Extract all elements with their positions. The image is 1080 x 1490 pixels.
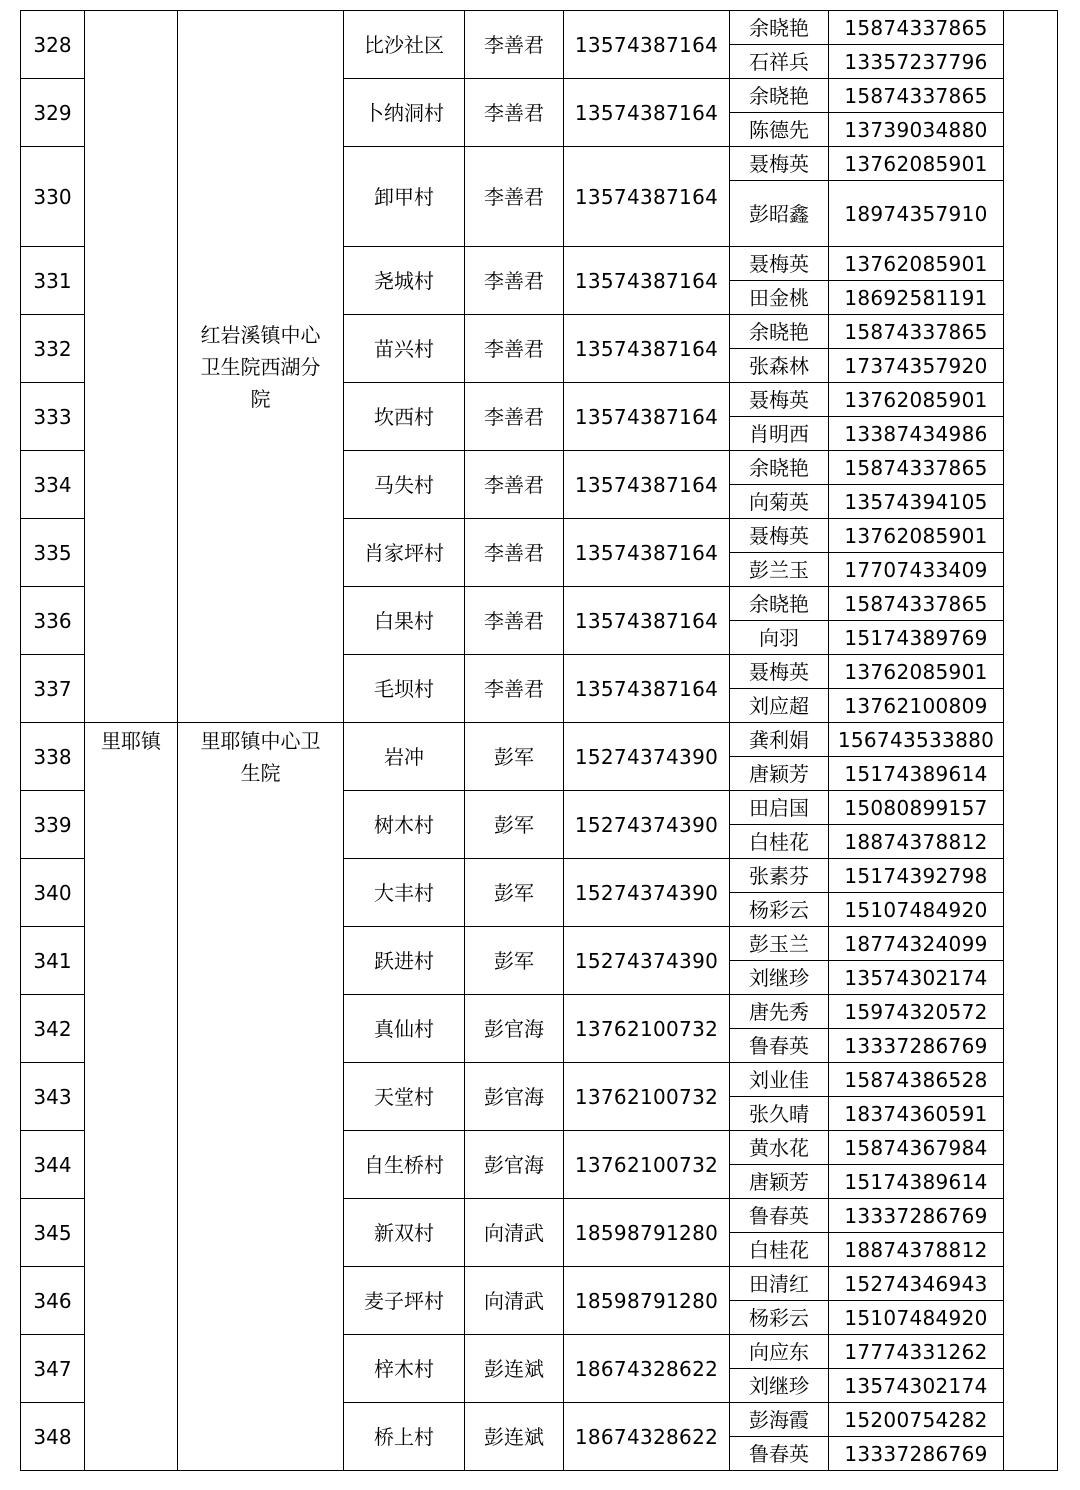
contact-name-cell: 聂梅英: [730, 383, 829, 417]
contact-phone-cell: 13574302174: [829, 961, 1004, 995]
row-number: 328: [21, 11, 85, 79]
doctor-cell: 向清武: [465, 1267, 564, 1335]
contact-phone-cell: 156743533880: [829, 723, 1004, 757]
doctor-phone-cell: 18598791280: [564, 1199, 730, 1267]
contact-phone-cell: 15874337865: [829, 11, 1004, 45]
village-cell: 尧城村: [344, 247, 465, 315]
doctor-phone-cell: 15274374390: [564, 859, 730, 927]
contact-phone-cell: 13762085901: [829, 383, 1004, 417]
doctor-cell: 李善君: [465, 147, 564, 247]
village-cell: 坎西村: [344, 383, 465, 451]
contact-name-cell: 黄水花: [730, 1131, 829, 1165]
village-cell: 岩冲: [344, 723, 465, 791]
contact-phone-cell: 13337286769: [829, 1199, 1004, 1233]
doctor-cell: 彭军: [465, 791, 564, 859]
contact-name-cell: 余晓艳: [730, 451, 829, 485]
row-number: 332: [21, 315, 85, 383]
doctor-cell: 李善君: [465, 247, 564, 315]
village-cell: 苗兴村: [344, 315, 465, 383]
row-number: 347: [21, 1335, 85, 1403]
contact-phone-cell: 13574302174: [829, 1369, 1004, 1403]
contact-name-cell: 余晓艳: [730, 315, 829, 349]
contact-phone-cell: 18692581191: [829, 281, 1004, 315]
contact-phone-cell: 13762085901: [829, 519, 1004, 553]
contact-phone-cell: 15874337865: [829, 79, 1004, 113]
table-row: [21, 723, 1058, 757]
contact-name-cell: 杨彩云: [730, 1301, 829, 1335]
village-cell: 麦子坪村: [344, 1267, 465, 1335]
contact-name-cell: 聂梅英: [730, 247, 829, 281]
doctor-phone-cell: 18674328622: [564, 1335, 730, 1403]
contact-phone-cell: 15080899157: [829, 791, 1004, 825]
contact-name-cell: 刘业佳: [730, 1063, 829, 1097]
contact-name-cell: 张久晴: [730, 1097, 829, 1131]
village-cell: 真仙村: [344, 995, 465, 1063]
doctor-cell: 彭军: [465, 927, 564, 995]
row-number: 339: [21, 791, 85, 859]
doctor-cell: 李善君: [465, 587, 564, 655]
contact-name-cell: 刘继珍: [730, 1369, 829, 1403]
contact-table: [20, 10, 1058, 1471]
village-cell: 马失村: [344, 451, 465, 519]
doctor-cell: 李善君: [465, 79, 564, 147]
contact-phone-cell: 13762085901: [829, 247, 1004, 281]
contact-phone-cell: 18874378812: [829, 1233, 1004, 1267]
village-cell: 肖家坪村: [344, 519, 465, 587]
contact-name-cell: 白桂花: [730, 1233, 829, 1267]
contact-name-cell: 向菊英: [730, 485, 829, 519]
doctor-phone-cell: 13574387164: [564, 587, 730, 655]
row-number: 340: [21, 859, 85, 927]
contact-phone-cell: 15200754282: [829, 1403, 1004, 1437]
table-body: [21, 11, 1058, 1471]
doctor-cell: 彭连斌: [465, 1403, 564, 1471]
doctor-cell: 李善君: [465, 11, 564, 79]
contact-phone-cell: 18774324099: [829, 927, 1004, 961]
doctor-phone-cell: 13574387164: [564, 519, 730, 587]
village-cell: 天堂村: [344, 1063, 465, 1131]
doctor-phone-cell: 15274374390: [564, 791, 730, 859]
contact-phone-cell: 13762100809: [829, 689, 1004, 723]
contact-name-cell: 彭玉兰: [730, 927, 829, 961]
doctor-phone-cell: 13574387164: [564, 383, 730, 451]
doctor-phone-cell: 13762100732: [564, 1063, 730, 1131]
contact-name-cell: 彭昭鑫: [730, 181, 829, 247]
doctor-cell: 彭官海: [465, 1131, 564, 1199]
village-cell: 自生桥村: [344, 1131, 465, 1199]
doctor-cell: 向清武: [465, 1199, 564, 1267]
contact-phone-cell: 15974320572: [829, 995, 1004, 1029]
doctor-phone-cell: 13574387164: [564, 451, 730, 519]
row-number: 343: [21, 1063, 85, 1131]
township-cell: [85, 11, 178, 723]
village-cell: 新双村: [344, 1199, 465, 1267]
health-center-cell: [178, 11, 344, 723]
village-cell: 毛坝村: [344, 655, 465, 723]
doctor-phone-cell: 13574387164: [564, 247, 730, 315]
contact-name-cell: 龚利娟: [730, 723, 829, 757]
contact-name-cell: 唐颖芳: [730, 757, 829, 791]
doctor-phone-cell: 15274374390: [564, 723, 730, 791]
contact-phone-cell: 18874378812: [829, 825, 1004, 859]
row-number: 344: [21, 1131, 85, 1199]
doctor-cell: 李善君: [465, 519, 564, 587]
contact-name-cell: 鲁春英: [730, 1029, 829, 1063]
contact-phone-cell: 15174389614: [829, 757, 1004, 791]
contact-name-cell: 田金桃: [730, 281, 829, 315]
row-number: 338: [21, 723, 85, 791]
doctor-phone-cell: 15274374390: [564, 927, 730, 995]
contact-name-cell: 张森林: [730, 349, 829, 383]
village-cell: 大丰村: [344, 859, 465, 927]
doctor-phone-cell: 13574387164: [564, 79, 730, 147]
contact-name-cell: 刘继珍: [730, 961, 829, 995]
contact-name-cell: 余晓艳: [730, 11, 829, 45]
row-number: 335: [21, 519, 85, 587]
contact-name-cell: 田清红: [730, 1267, 829, 1301]
contact-name-cell: 向应东: [730, 1335, 829, 1369]
contact-name-cell: 杨彩云: [730, 893, 829, 927]
contact-phone-cell: 13762085901: [829, 147, 1004, 181]
township-cell: 里耶镇: [85, 723, 178, 1471]
contact-phone-cell: 17374357920: [829, 349, 1004, 383]
contact-name-cell: 鲁春英: [730, 1437, 829, 1471]
contact-phone-cell: 15107484920: [829, 1301, 1004, 1335]
table-row: [21, 11, 1058, 45]
contact-name-cell: 向羽: [730, 621, 829, 655]
doctor-cell: 彭官海: [465, 995, 564, 1063]
contact-name-cell: 刘应超: [730, 689, 829, 723]
contact-phone-cell: 13337286769: [829, 1029, 1004, 1063]
contact-name-cell: 唐颖芳: [730, 1165, 829, 1199]
contact-phone-cell: 17774331262: [829, 1335, 1004, 1369]
health-center-name: 里耶镇中心卫生院: [200, 729, 321, 785]
contact-phone-cell: 17707433409: [829, 553, 1004, 587]
doctor-phone-cell: 13574387164: [564, 315, 730, 383]
row-number: 342: [21, 995, 85, 1063]
village-cell: 白果村: [344, 587, 465, 655]
row-number: 348: [21, 1403, 85, 1471]
doctor-cell: 李善君: [465, 383, 564, 451]
doctor-phone-cell: 18598791280: [564, 1267, 730, 1335]
village-cell: 树木村: [344, 791, 465, 859]
contact-name-cell: 聂梅英: [730, 655, 829, 689]
contact-name-cell: 聂梅英: [730, 147, 829, 181]
row-number: 333: [21, 383, 85, 451]
row-number: 341: [21, 927, 85, 995]
row-number: 346: [21, 1267, 85, 1335]
contact-phone-cell: 15874337865: [829, 451, 1004, 485]
contact-name-cell: 白桂花: [730, 825, 829, 859]
doctor-cell: 李善君: [465, 655, 564, 723]
contact-phone-cell: 13337286769: [829, 1437, 1004, 1471]
row-number: 336: [21, 587, 85, 655]
row-number: 330: [21, 147, 85, 247]
contact-phone-cell: 13739034880: [829, 113, 1004, 147]
health-center-name: 红岩溪镇中心卫生院西湖分院: [200, 322, 321, 411]
village-cell: 比沙社区: [344, 11, 465, 79]
contact-phone-cell: 15174389614: [829, 1165, 1004, 1199]
doctor-phone-cell: 13762100732: [564, 995, 730, 1063]
doctor-phone-cell: 13574387164: [564, 655, 730, 723]
contact-name-cell: 唐先秀: [730, 995, 829, 1029]
row-number: 334: [21, 451, 85, 519]
doctor-phone-cell: 13574387164: [564, 11, 730, 79]
contact-phone-cell: 15174392798: [829, 859, 1004, 893]
contact-phone-cell: 18374360591: [829, 1097, 1004, 1131]
health-center-cell: [178, 723, 344, 1471]
contact-phone-cell: 13387434986: [829, 417, 1004, 451]
empty-column: [1004, 11, 1058, 1471]
doctor-cell: 彭官海: [465, 1063, 564, 1131]
contact-name-cell: 鲁春英: [730, 1199, 829, 1233]
contact-name-cell: 彭海霞: [730, 1403, 829, 1437]
contact-name-cell: 余晓艳: [730, 587, 829, 621]
row-number: 337: [21, 655, 85, 723]
contact-name-cell: 陈德先: [730, 113, 829, 147]
contact-name-cell: 石祥兵: [730, 45, 829, 79]
doctor-phone-cell: 13762100732: [564, 1131, 730, 1199]
doctor-cell: 李善君: [465, 451, 564, 519]
contact-name-cell: 肖明西: [730, 417, 829, 451]
row-number: 329: [21, 79, 85, 147]
doctor-phone-cell: 18674328622: [564, 1403, 730, 1471]
doctor-cell: 彭军: [465, 859, 564, 927]
contact-phone-cell: 15874337865: [829, 587, 1004, 621]
contact-name-cell: 田启国: [730, 791, 829, 825]
doctor-cell: 李善君: [465, 315, 564, 383]
contact-name-cell: 余晓艳: [730, 79, 829, 113]
contact-phone-cell: 13762085901: [829, 655, 1004, 689]
contact-name-cell: 彭兰玉: [730, 553, 829, 587]
contact-phone-cell: 13574394105: [829, 485, 1004, 519]
contact-name-cell: 张素芬: [730, 859, 829, 893]
doctor-cell: 彭军: [465, 723, 564, 791]
village-cell: 跃进村: [344, 927, 465, 995]
row-number: 345: [21, 1199, 85, 1267]
contact-phone-cell: 15274346943: [829, 1267, 1004, 1301]
village-cell: 梓木村: [344, 1335, 465, 1403]
contact-phone-cell: 18974357910: [829, 181, 1004, 247]
contact-phone-cell: 13357237796: [829, 45, 1004, 79]
doctor-phone-cell: 13574387164: [564, 147, 730, 247]
contact-phone-cell: 15874386528: [829, 1063, 1004, 1097]
doctor-cell: 彭连斌: [465, 1335, 564, 1403]
contact-phone-cell: 15874337865: [829, 315, 1004, 349]
contact-phone-cell: 15874367984: [829, 1131, 1004, 1165]
village-cell: 卜纳洞村: [344, 79, 465, 147]
village-cell: 桥上村: [344, 1403, 465, 1471]
contact-phone-cell: 15174389769: [829, 621, 1004, 655]
village-cell: 卸甲村: [344, 147, 465, 247]
contact-name-cell: 聂梅英: [730, 519, 829, 553]
row-number: 331: [21, 247, 85, 315]
contact-phone-cell: 15107484920: [829, 893, 1004, 927]
